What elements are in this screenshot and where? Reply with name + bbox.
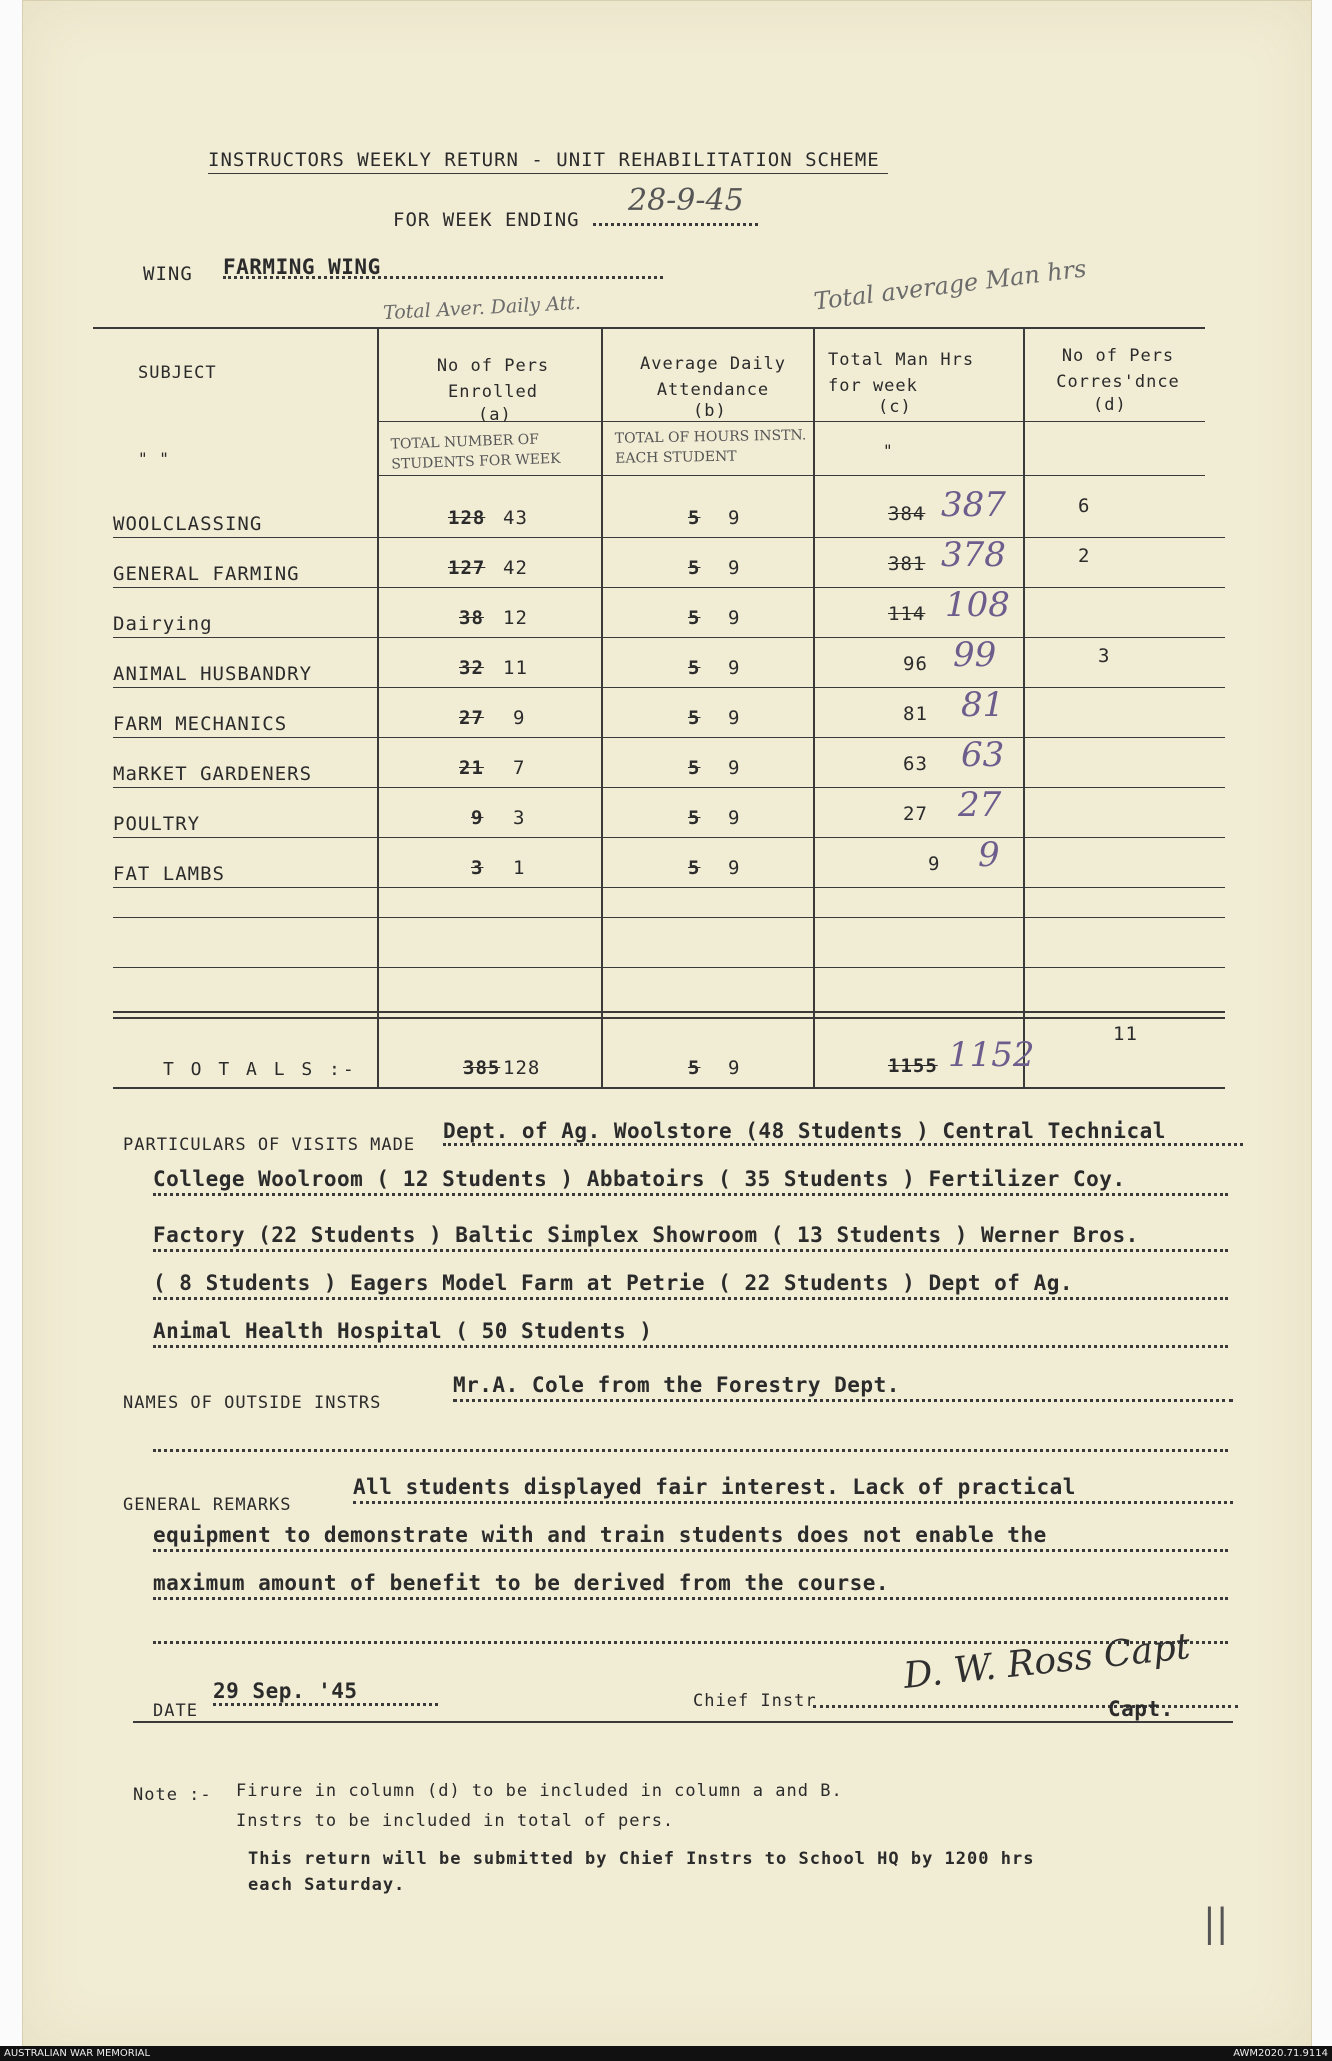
row-attendance: 9 bbox=[728, 807, 741, 829]
row-line bbox=[113, 537, 378, 538]
annotation-total-daily-att: Total Aver. Daily Att. bbox=[382, 291, 582, 325]
annotation-total-man-hours: Total average Man hrs bbox=[812, 254, 1088, 316]
row-man-hours-hand: 108 bbox=[945, 585, 1010, 625]
totals-label: T O T A L S :- bbox=[163, 1059, 357, 1080]
row-line bbox=[113, 587, 378, 588]
row-correspondence: 6 bbox=[1078, 495, 1091, 517]
remarks-line: equipment to demonstrate with and train students does not enable the bbox=[153, 1523, 1047, 1547]
visits-dots bbox=[443, 1143, 1243, 1146]
week-ending-value: 28-9-45 bbox=[628, 183, 744, 218]
row-man-hours-typed: 384 bbox=[888, 503, 926, 525]
row-enrolled-struck: 21 bbox=[459, 757, 484, 779]
row-attendance-struck: 5 bbox=[688, 707, 701, 729]
subheader-total-hours: TOTAL OF HOURS INSTN. EACH STUDENT bbox=[614, 427, 807, 467]
outside-instrs-value: Mr.A. Cole from the Forestry Dept. bbox=[453, 1373, 900, 1397]
row-attendance-struck: 5 bbox=[688, 657, 701, 679]
column-divider-a bbox=[377, 327, 379, 1087]
note-line: each Saturday. bbox=[248, 1875, 406, 1895]
row-attendance: 9 bbox=[728, 557, 741, 579]
row-line bbox=[378, 687, 1225, 688]
row-enrolled-struck: 9 bbox=[471, 807, 484, 829]
row-enrolled: 12 bbox=[503, 607, 528, 629]
row-enrolled-struck: 3 bbox=[471, 857, 484, 879]
totals-attendance: 9 bbox=[728, 1057, 741, 1079]
row-subject: FARM MECHANICS bbox=[113, 713, 288, 735]
signature-section-border bbox=[133, 1721, 1233, 1723]
subheader-divider bbox=[378, 475, 1205, 476]
row-line bbox=[113, 787, 378, 788]
margin-mark: || bbox=[1203, 1901, 1229, 1945]
row-attendance-struck: 5 bbox=[688, 607, 701, 629]
outside-dots-2 bbox=[153, 1449, 1228, 1452]
row-line bbox=[378, 587, 1225, 588]
row-line bbox=[113, 967, 1225, 968]
visits-dots bbox=[153, 1193, 1228, 1196]
row-enrolled-struck: 32 bbox=[459, 657, 484, 679]
header-attendance: Average Daily Attendance bbox=[639, 354, 787, 400]
visits-dots bbox=[153, 1345, 1228, 1348]
totals-man-hours-typed: 1155 bbox=[888, 1055, 938, 1077]
totals-enrolled: 128 bbox=[503, 1057, 541, 1079]
header-enrolled: No of Pers Enrolled bbox=[436, 356, 550, 402]
date-value: 29 Sep. '45 bbox=[213, 1679, 358, 1703]
row-line bbox=[113, 737, 378, 738]
totals-man-hours-hand: 1152 bbox=[948, 1035, 1035, 1075]
totals-correspondence: 11 bbox=[1113, 1023, 1138, 1045]
header-man-hours: Total Man Hrs for week bbox=[828, 350, 975, 396]
row-attendance: 9 bbox=[728, 657, 741, 679]
row-enrolled: 43 bbox=[503, 507, 528, 529]
header-correspondence: No of Pers Corres'dnce bbox=[1056, 346, 1180, 392]
title-underline bbox=[208, 173, 888, 174]
row-subject: GENERAL FARMING bbox=[113, 563, 300, 585]
header-correspondence-letter: (d) bbox=[1093, 395, 1127, 415]
table-top-border bbox=[93, 327, 1205, 329]
table-bottom-border bbox=[113, 1087, 1225, 1089]
wing-dots bbox=[223, 276, 663, 279]
row-line bbox=[378, 787, 1225, 788]
remarks-dots bbox=[153, 1597, 1228, 1600]
row-man-hours-typed: 27 bbox=[903, 803, 928, 825]
header-man-hours-letter: (c) bbox=[878, 397, 912, 417]
row-enrolled-struck: 127 bbox=[448, 557, 486, 579]
row-attendance: 9 bbox=[728, 707, 741, 729]
row-line bbox=[113, 917, 1225, 918]
row-man-hours-typed: 63 bbox=[903, 753, 928, 775]
row-man-hours-typed: 96 bbox=[903, 653, 928, 675]
row-subject: ANIMAL HUSBANDRY bbox=[113, 663, 313, 685]
capt-label: Capt. bbox=[1108, 1697, 1174, 1721]
date-label: DATE bbox=[153, 1701, 198, 1721]
row-enrolled-struck: 38 bbox=[459, 607, 484, 629]
visits-dots bbox=[153, 1297, 1228, 1300]
wing-value: FARMING WING bbox=[223, 255, 381, 279]
row-correspondence: 3 bbox=[1098, 645, 1111, 667]
totals-attendance-struck: 5 bbox=[688, 1057, 701, 1079]
column-divider-b bbox=[601, 327, 603, 1087]
row-man-hours-hand: 9 bbox=[978, 835, 1000, 875]
row-line bbox=[378, 837, 1225, 838]
row-man-hours-typed: 114 bbox=[888, 603, 926, 625]
row-man-hours-hand: 81 bbox=[961, 685, 1005, 725]
row-enrolled-struck: 128 bbox=[448, 507, 486, 529]
signature: D. W. Ross Capt bbox=[901, 1626, 1193, 1697]
week-ending-label: FOR WEEK ENDING bbox=[393, 209, 580, 231]
visits-dots bbox=[153, 1249, 1228, 1252]
row-enrolled: 42 bbox=[503, 557, 528, 579]
row-enrolled: 9 bbox=[513, 707, 526, 729]
document-title: INSTRUCTORS WEEKLY RETURN - UNIT REHABILITATION SCHEME bbox=[208, 149, 880, 171]
row-line bbox=[378, 637, 1225, 638]
row-enrolled-struck: 27 bbox=[459, 707, 484, 729]
outside-dots bbox=[453, 1399, 1233, 1402]
remarks-line: maximum amount of benefit to be derived from the course. bbox=[153, 1571, 890, 1595]
row-enrolled: 1 bbox=[513, 857, 526, 879]
row-attendance: 9 bbox=[728, 607, 741, 629]
week-ending-dots bbox=[593, 223, 758, 226]
row-enrolled: 3 bbox=[513, 807, 526, 829]
totals-top-border-double bbox=[113, 1017, 1225, 1019]
column-divider-d bbox=[1023, 327, 1025, 1087]
outside-instrs-label: NAMES OF OUTSIDE INSTRS bbox=[123, 1393, 382, 1413]
visits-line: Animal Health Hospital ( 50 Students ) bbox=[153, 1319, 653, 1343]
note-label: Note :- bbox=[133, 1785, 212, 1805]
row-correspondence: 2 bbox=[1078, 545, 1091, 567]
row-line bbox=[113, 887, 378, 888]
document-sheet bbox=[22, 0, 1312, 2048]
row-line bbox=[113, 637, 378, 638]
row-man-hours-hand: 27 bbox=[958, 785, 1002, 825]
row-line bbox=[378, 737, 1225, 738]
row-enrolled: 11 bbox=[503, 657, 528, 679]
row-attendance-struck: 5 bbox=[688, 807, 701, 829]
row-line bbox=[378, 887, 1225, 888]
row-man-hours-hand: 378 bbox=[941, 535, 1006, 575]
header-subject: SUBJECT bbox=[138, 363, 217, 383]
visits-label: PARTICULARS OF VISITS MADE bbox=[123, 1135, 416, 1155]
row-man-hours-typed: 81 bbox=[903, 703, 928, 725]
note-line: Firure in column (d) to be included in column a and B. bbox=[236, 1781, 843, 1801]
signature-dots bbox=[813, 1705, 1238, 1708]
row-attendance-struck: 5 bbox=[688, 757, 701, 779]
row-enrolled: 7 bbox=[513, 757, 526, 779]
row-subject: WOOLCLASSING bbox=[113, 513, 263, 535]
row-man-hours-hand: 387 bbox=[941, 485, 1006, 525]
row-man-hours-hand: 99 bbox=[953, 635, 997, 675]
row-line bbox=[113, 837, 378, 838]
row-subject: MaRKET GARDENERS bbox=[113, 763, 313, 785]
row-attendance: 9 bbox=[728, 757, 741, 779]
row-subject: FAT LAMBS bbox=[113, 863, 225, 885]
row-line bbox=[113, 687, 378, 688]
row-man-hours-typed: 9 bbox=[928, 853, 941, 875]
subheader-subject-ditto: " " bbox=[138, 449, 170, 468]
row-subject: Dairying bbox=[113, 613, 213, 635]
remarks-dots bbox=[353, 1501, 1233, 1504]
date-dots bbox=[213, 1703, 438, 1706]
totals-enrolled-struck: 385 bbox=[463, 1057, 501, 1079]
totals-top-border bbox=[113, 1011, 1225, 1013]
remarks-dots bbox=[153, 1549, 1228, 1552]
footer-institution: AUSTRALIAN WAR MEMORIAL bbox=[4, 2048, 151, 2059]
row-attendance-struck: 5 bbox=[688, 507, 701, 529]
remarks-label: GENERAL REMARKS bbox=[123, 1495, 292, 1515]
footer-accession-number: AWM2020.71.9114 bbox=[1233, 2048, 1328, 2059]
note-line: This return will be submitted by Chief Instrs to School HQ by 1200 hrs bbox=[248, 1849, 1035, 1869]
row-line bbox=[378, 537, 1225, 538]
header-attendance-letter: (b) bbox=[693, 401, 727, 421]
subheader-ditto: " bbox=[883, 441, 894, 460]
row-attendance: 9 bbox=[728, 507, 741, 529]
row-attendance-struck: 5 bbox=[688, 557, 701, 579]
note-line: Instrs to be included in total of pers. bbox=[236, 1811, 675, 1831]
visits-line: ( 8 Students ) Eagers Model Farm at Petrie ( 22 Students ) Dept of Ag. bbox=[153, 1271, 1074, 1295]
wing-label: WING bbox=[143, 263, 193, 285]
visits-line: Factory (22 Students ) Baltic Simplex Showroom ( 13 Students ) Werner Bros. bbox=[153, 1223, 1139, 1247]
visits-line: Dept. of Ag. Woolstore (48 Students ) Central Technical bbox=[443, 1119, 1166, 1143]
visits-line: College Woolroom ( 12 Students ) Abbatoirs ( 35 Students ) Fertilizer Coy. bbox=[153, 1167, 1126, 1191]
remarks-line: All students displayed fair interest. Lack of practical bbox=[353, 1475, 1076, 1499]
row-man-hours-hand: 63 bbox=[961, 735, 1005, 775]
chief-instr-label: Chief Instr bbox=[693, 1691, 817, 1711]
row-man-hours-typed: 381 bbox=[888, 553, 926, 575]
subheader-total-students: TOTAL NUMBER OF STUDENTS FOR WEEK bbox=[390, 431, 561, 473]
header-enrolled-letter: (a) bbox=[478, 405, 512, 425]
archive-footer bbox=[0, 2046, 1332, 2061]
row-attendance: 9 bbox=[728, 857, 741, 879]
row-attendance-struck: 5 bbox=[688, 857, 701, 879]
row-subject: POULTRY bbox=[113, 813, 201, 835]
